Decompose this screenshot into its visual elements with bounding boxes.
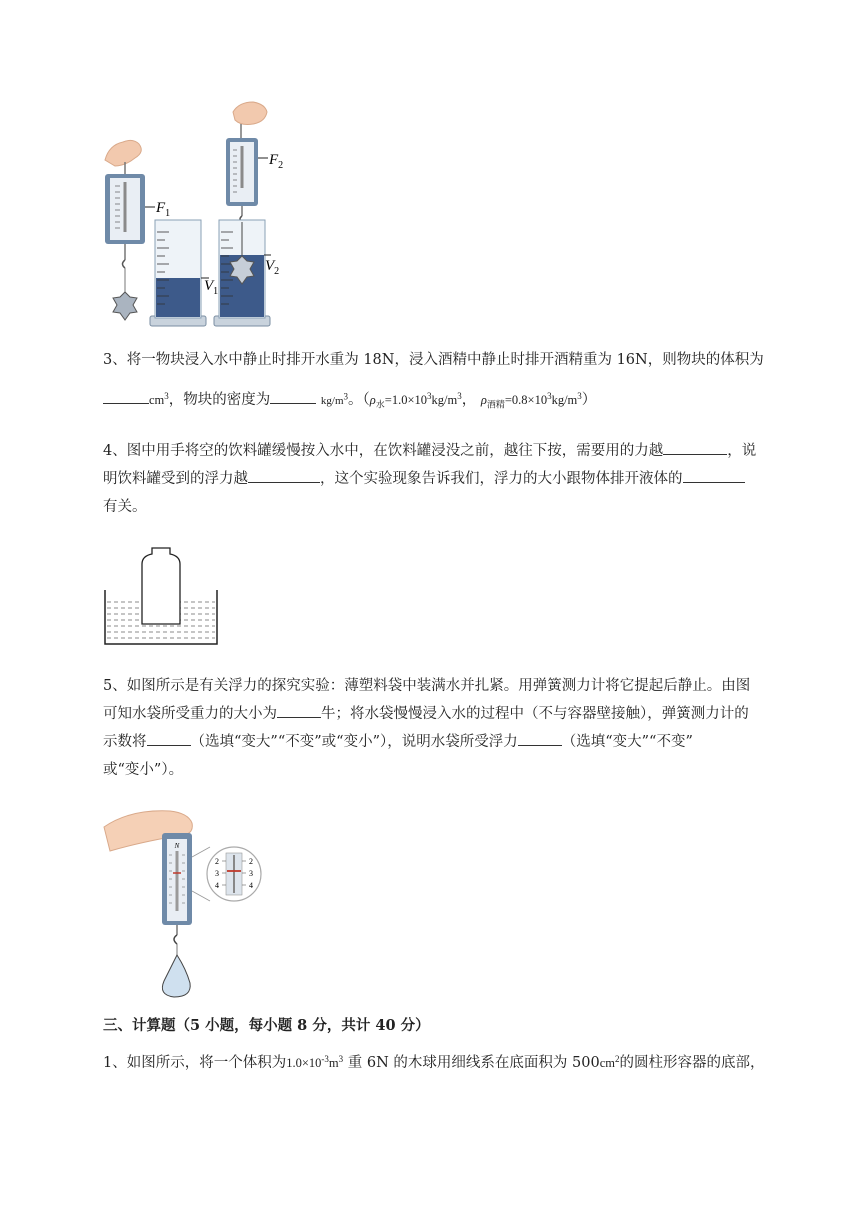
answer-blank-reading-change[interactable] xyxy=(147,731,191,746)
answer-blank-force[interactable] xyxy=(663,440,727,455)
hand-right xyxy=(233,102,267,125)
label-f1: $F_1$ xyxy=(156,200,171,219)
question-4-line-1: 4、图中用手将空的饮料罐缓慢按入水中，在饮料罐浸没之前，越往下按，需要用的力越 ，说 xyxy=(103,437,803,465)
scale-zoom-view xyxy=(207,847,261,901)
answer-blank-density[interactable] xyxy=(270,389,316,404)
drink-can xyxy=(142,548,180,624)
figure-water-bag-scale xyxy=(100,805,280,1003)
svg-text:4: 4 xyxy=(215,881,219,890)
question-3-line-2: $cm^3$，物块的密度为 $kg/m^3$。（$\rho_水=1.0\times 10^3kg/m^3$， $\rho_{酒精}=0.8\times 10^3kg/m^3$） xyxy=(103,382,803,419)
spring-scale-right xyxy=(226,138,258,222)
answer-blank-weight[interactable] xyxy=(277,703,321,718)
calc-question-1-line-1: 1、如图所示，将一个体积为$1.0\times 10^{-3}m^3$ 重 6N 的木球用细线系在底面积为 $500cm^2$的圆柱形容器的底部， xyxy=(103,1054,765,1072)
question-5-line-2: 可知水袋所受重力的大小为 牛；将水袋慢慢浸入水的过程中（不与容器壁接触），弹簧测力计的 xyxy=(103,700,803,728)
svg-text:4: 4 xyxy=(249,881,253,890)
answer-blank-factor[interactable] xyxy=(683,468,745,483)
svg-text:N: N xyxy=(174,842,180,850)
svg-text:3: 3 xyxy=(249,869,253,878)
graduated-cylinder-left xyxy=(150,220,206,326)
spring-scale-left xyxy=(105,174,145,320)
answer-blank-buoyancy-change[interactable] xyxy=(518,731,562,746)
svg-text:3: 3 xyxy=(215,869,219,878)
question-4-line-2: 明饮料罐受到的浮力越 ，这个实验现象告诉我们，浮力的大小跟物体排开液体的 xyxy=(103,465,803,493)
svg-text:2: 2 xyxy=(249,857,253,866)
question-3-line-1: 3、将一物块浸入水中静止时排开水重为 18N，浸入酒精中静止时排开酒精重为 16N，则物块的体积为 xyxy=(103,352,764,368)
svg-text:2: 2 xyxy=(215,857,219,866)
graduated-cylinder-right xyxy=(214,220,270,326)
label-f2: $F_2$ xyxy=(269,152,284,171)
question-5-line-3: 示数将 （选填“变大”“不变”或“变小”），说明水袋所受浮力 （选填“变大”“不变” xyxy=(103,728,803,756)
section-heading-calculation: 三、计算题（5 小题，每小题 8 分，共计 40 分） xyxy=(103,1017,430,1034)
water-bag xyxy=(162,955,190,997)
figure-spring-scales-cylinders xyxy=(95,100,315,332)
spring-scale xyxy=(162,833,192,955)
question-5-line-1: 5、如图所示是有关浮力的探究实验：薄塑料袋中装满水并扎紧。用弹簧测力计将它提起后静止。由图 xyxy=(103,678,751,694)
label-v2: $V_2$ xyxy=(265,258,280,277)
figure-can-in-water xyxy=(100,540,222,648)
question-5-line-4: 或“变小”）。 xyxy=(103,762,184,778)
label-v1: $V_1$ xyxy=(204,278,219,297)
hand-left xyxy=(105,140,141,166)
answer-blank-buoyancy[interactable] xyxy=(248,468,320,483)
question-4-line-3: 有关。 xyxy=(103,499,147,515)
answer-blank-volume[interactable] xyxy=(103,389,149,404)
